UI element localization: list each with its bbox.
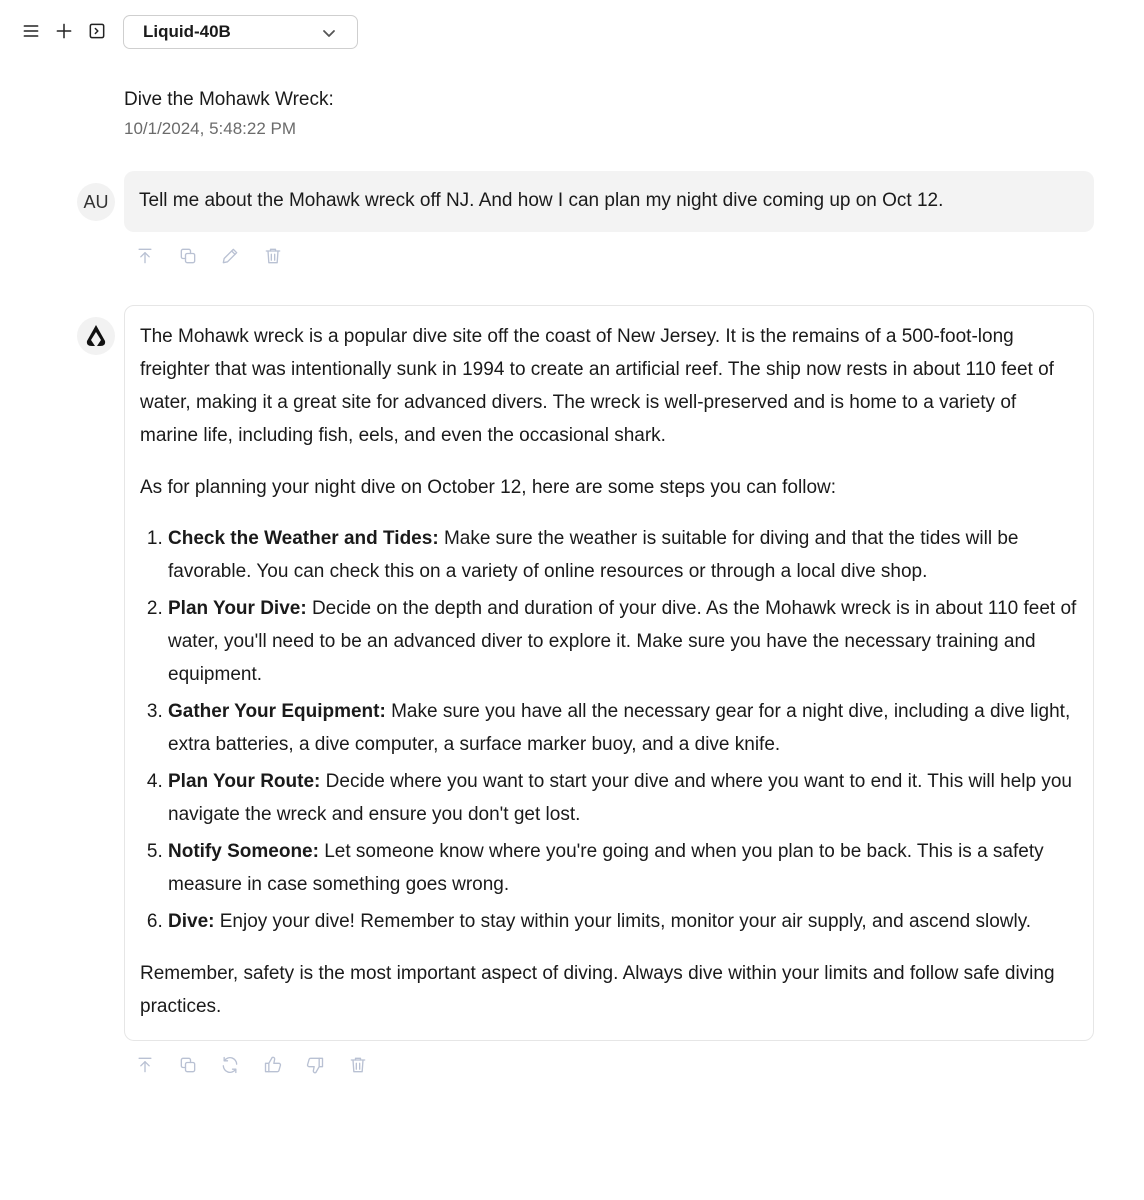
menu-icon[interactable] [20, 20, 42, 42]
step-title: Gather Your Equipment: [168, 701, 386, 722]
list-item [168, 592, 1078, 691]
trash-icon[interactable] [262, 245, 284, 267]
chevron-down-icon [321, 25, 337, 41]
copy-icon[interactable] [177, 245, 199, 267]
top-toolbar [0, 0, 1144, 64]
trash-icon[interactable] [347, 1054, 369, 1076]
user-message-actions [134, 245, 304, 267]
edit-icon[interactable] [219, 245, 241, 267]
thumbs-up-icon[interactable] [262, 1054, 284, 1076]
list-item [168, 905, 1078, 938]
copy-icon[interactable] [177, 1054, 199, 1076]
sidebar-toggle-icon[interactable] [86, 20, 108, 42]
assistant-message-actions [134, 1054, 389, 1076]
step-text: Enjoy your dive! Remember to stay within your limits, monitor your air supply, and ascend slowly. [219, 911, 1032, 932]
model-selector-label: Liquid-40B [143, 22, 231, 41]
step-title: Plan Your Route: [168, 771, 321, 792]
list-item [168, 695, 1078, 761]
user-avatar: AU [77, 183, 115, 221]
assistant-message [124, 305, 1094, 1041]
step-text: Decide where you want to start your dive and where you want to end it. This will help you navigate the wreck and ensure you don't get lost. [168, 771, 1072, 825]
assistant-avatar [77, 317, 115, 355]
list-item [168, 835, 1078, 901]
upload-icon[interactable] [134, 245, 156, 267]
step-title: Dive: [168, 911, 215, 932]
step-title: Check the Weather and Tides: [168, 528, 439, 549]
conversation-title: Dive the Mohawk Wreck: [124, 89, 334, 110]
assistant-closing: Remember, safety is the most important aspect of diving. Always dive within your limits and follow safe diving practices. [140, 963, 1055, 1017]
step-title: Plan Your Dive: [168, 598, 307, 619]
regenerate-icon[interactable] [219, 1054, 241, 1076]
assistant-intro: The Mohawk wreck is a popular dive site off the coast of New Jersey. It is the remains of a 500-foot-long freighter that was intentionally sunk in 1994 to create an artificial reef. The ship now rests in about 110 feet of water, making it a great site for advanced divers. The wreck is well-preserved and is home to a variety of marine life, including fish, eels, and even the occasional shark. [140, 326, 1054, 446]
step-text: Make sure the weather is suitable for diving and that the tides will be favorable. You can check this on a variety of online resources or through a local dive shop. [168, 528, 1019, 582]
liquid-logo-icon [85, 324, 107, 348]
steps-list [140, 522, 1078, 938]
step-text: Let someone know where you're going and when you plan to be back. This is a safety measure in case something goes wrong. [168, 841, 1044, 895]
list-item [168, 765, 1078, 831]
user-message: Tell me about the Mohawk wreck off NJ. And how I can plan my night dive coming up on Oct 12. [124, 171, 1094, 232]
conversation-timestamp: 10/1/2024, 5:48:22 PM [124, 119, 297, 138]
thumbs-down-icon[interactable] [304, 1054, 326, 1076]
step-title: Notify Someone: [168, 841, 319, 862]
list-item [168, 522, 1078, 588]
step-text: Decide on the depth and duration of your dive. As the Mohawk wreck is in about 110 feet of water, you'll need to be an advanced diver to explore it. Make sure you have the necessary training and equipment. [168, 598, 1077, 685]
upload-icon[interactable] [134, 1054, 156, 1076]
model-selector[interactable] [123, 15, 358, 49]
step-text: Make sure you have all the necessary gear for a night dive, including a dive light, extra batteries, a dive computer, a surface marker buoy, and a dive knife. [168, 701, 1071, 755]
plus-icon[interactable] [53, 20, 75, 42]
assistant-lead: As for planning your night dive on October 12, here are some steps you can follow: [140, 477, 837, 498]
